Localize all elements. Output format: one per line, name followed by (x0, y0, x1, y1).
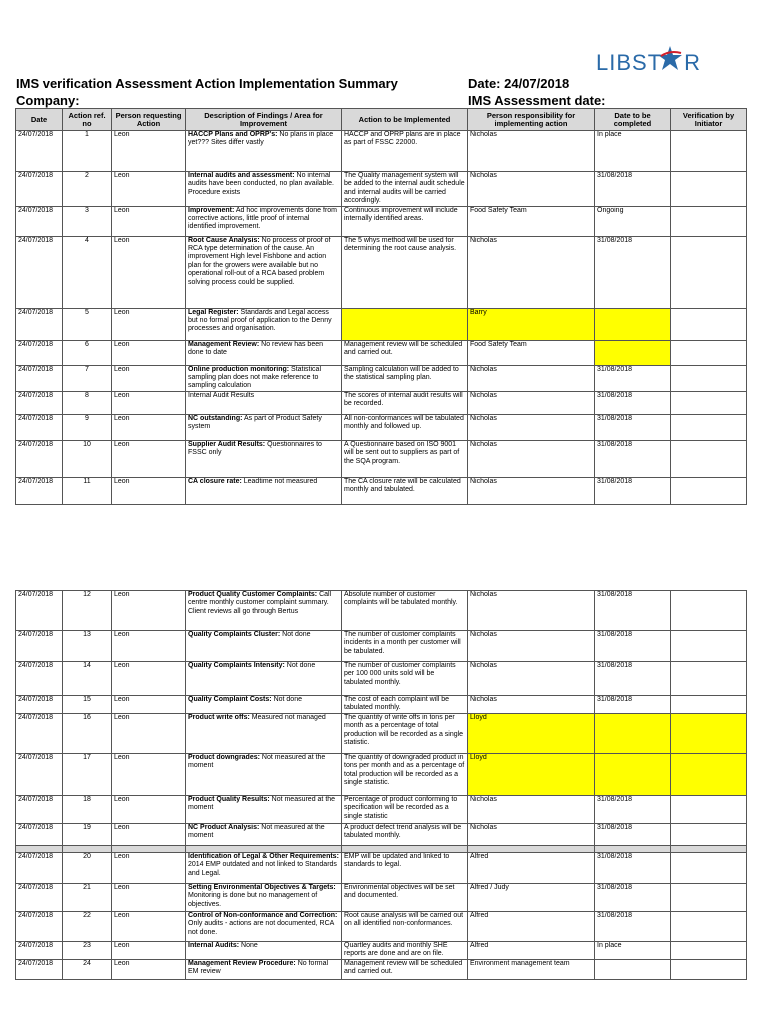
verification-cell (671, 795, 747, 823)
date-cell: 24/07/2018 (16, 591, 63, 631)
verification-cell (671, 631, 747, 662)
table-row (16, 795, 747, 823)
finding-text: Questionnaires to FSSC only (188, 440, 322, 457)
column-header-due-date: Date to be completed (595, 109, 671, 131)
finding-title: Quality Complaints Intensity: (188, 662, 285, 669)
finding-text: Standards and Legal access but no formal proof of application to the Denny processes and organisation. (188, 308, 332, 333)
responsible-cell: Nicholas (468, 696, 595, 714)
description-cell (186, 959, 342, 979)
verification-cell (671, 391, 747, 414)
ref-cell: 2 (63, 172, 112, 207)
table-row (16, 236, 747, 308)
responsible-cell: Nicholas (468, 440, 595, 477)
description-cell (186, 662, 342, 696)
requester-cell: Leon (112, 340, 186, 365)
description-cell (186, 631, 342, 662)
description-cell (186, 340, 342, 365)
ref-cell: 14 (63, 662, 112, 696)
date-cell: 24/07/2018 (16, 696, 63, 714)
action-cell: All non-conformances will be tabulated monthly and followed up. (342, 414, 468, 440)
requester-cell: Leon (112, 206, 186, 236)
verification-cell (671, 823, 747, 845)
description-cell (186, 365, 342, 391)
verification-cell (671, 172, 747, 207)
due-date-cell: 31/08/2018 (595, 696, 671, 714)
description-cell (186, 911, 342, 941)
requester-cell: Leon (112, 440, 186, 477)
finding-text: Call centre monthly customer complaint summary. Client reviews all go through Bertus (188, 591, 332, 615)
ref-cell: 12 (63, 591, 112, 631)
description-cell (186, 696, 342, 714)
requester-cell: Leon (112, 308, 186, 340)
date-cell: 24/07/2018 (16, 308, 63, 340)
ref-cell: 3 (63, 206, 112, 236)
finding-title: Product Quality Results: (188, 795, 270, 803)
column-header-description: Description of Findings / Area for Improvement (186, 109, 342, 131)
due-date-cell: 31/08/2018 (595, 477, 671, 504)
finding-text: As part of Product Safety system (188, 414, 322, 431)
verification-cell (671, 852, 747, 883)
requester-cell: Leon (112, 959, 186, 979)
action-cell: The number of customer complaints incidents in a month per customer will be tabulated. (342, 631, 468, 662)
description-cell (186, 440, 342, 477)
finding-title: CA closure rate: (188, 477, 242, 485)
date-cell: 24/07/2018 (16, 941, 63, 959)
table-row (16, 883, 747, 911)
responsible-cell: Alfred (468, 852, 595, 883)
finding-title: Internal audits and assessment: (188, 172, 295, 179)
finding-title: HACCP Plans and OPRP's: (188, 131, 278, 138)
action-cell: EMP will be updated and linked to standards to legal. (342, 852, 468, 883)
date-cell: 24/07/2018 (16, 206, 63, 236)
company-label: Company: (16, 93, 80, 108)
action-cell (342, 308, 468, 340)
table-row (16, 852, 747, 883)
verification-cell (671, 696, 747, 714)
ref-cell: 19 (63, 823, 112, 845)
due-date-cell: 31/08/2018 (595, 440, 671, 477)
column-header-verification: Verification by Initiator (671, 109, 747, 131)
date-cell: 24/07/2018 (16, 959, 63, 979)
table-row (16, 206, 747, 236)
table-row (16, 477, 747, 504)
verification-cell (671, 440, 747, 477)
requester-cell: Leon (112, 753, 186, 795)
finding-text: Not measured at the moment (188, 753, 326, 770)
finding-text: Only audits - actions are not documented, RCA not done. (188, 920, 334, 936)
ref-cell: 20 (63, 852, 112, 883)
due-date-cell (595, 753, 671, 795)
ref-cell: 10 (63, 440, 112, 477)
finding-title: Setting Environmental Objectives & Targets: (188, 883, 336, 891)
finding-title: Legal Register: (188, 308, 239, 316)
due-date-cell (595, 959, 671, 979)
action-cell: The scores of internal audit results will be recorded. (342, 391, 468, 414)
description-cell (186, 883, 342, 911)
verification-cell (671, 941, 747, 959)
table-row (16, 941, 747, 959)
requester-cell: Leon (112, 365, 186, 391)
requester-cell: Leon (112, 631, 186, 662)
ref-cell: 11 (63, 477, 112, 504)
action-cell: Continuous improvement will include internally identified areas. (342, 206, 468, 236)
finding-text: Internal Audit Results (188, 391, 255, 399)
finding-text: No review has been done to date (188, 340, 324, 357)
requester-cell: Leon (112, 941, 186, 959)
finding-text: Not done (284, 662, 316, 669)
separator-cell (342, 845, 468, 852)
due-date-cell: 31/08/2018 (595, 391, 671, 414)
action-cell: Environmental objectives will be set and documented. (342, 883, 468, 911)
responsible-cell: Nicholas (468, 591, 595, 631)
description-cell (186, 308, 342, 340)
finding-text: Not done (271, 696, 302, 703)
verification-cell (671, 591, 747, 631)
date-cell: 24/07/2018 (16, 236, 63, 308)
due-date-cell: 31/08/2018 (595, 631, 671, 662)
action-cell: The CA closure rate will be calculated monthly and tabulated. (342, 477, 468, 504)
ref-cell: 23 (63, 941, 112, 959)
responsible-cell: Nicholas (468, 795, 595, 823)
finding-title: Quality Complaint Costs: (188, 696, 272, 703)
due-date-cell: In place (595, 941, 671, 959)
table-row (16, 440, 747, 477)
finding-text: Monitoring is done but no management of objectives. (188, 892, 318, 908)
action-cell: A product defect trend analysis will be tabulated monthly. (342, 823, 468, 845)
responsible-cell: Food Safety Team (468, 340, 595, 365)
finding-text: Not measured at the moment (188, 823, 325, 840)
table-row (16, 696, 747, 714)
date-cell: 24/07/2018 (16, 795, 63, 823)
finding-title: Management Review Procedure: (188, 959, 296, 967)
date-cell: 24/07/2018 (16, 713, 63, 753)
requester-cell: Leon (112, 795, 186, 823)
separator-cell (595, 845, 671, 852)
responsible-cell: Nicholas (468, 391, 595, 414)
due-date-cell: 31/08/2018 (595, 172, 671, 207)
ref-cell: 8 (63, 391, 112, 414)
due-date-cell: 31/08/2018 (595, 236, 671, 308)
responsible-cell: Nicholas (468, 823, 595, 845)
table-row (16, 308, 747, 340)
table-row (16, 823, 747, 845)
responsible-cell: Nicholas (468, 365, 595, 391)
ref-cell: 15 (63, 696, 112, 714)
due-date-cell (595, 340, 671, 365)
action-cell: Management review will be scheduled and carried out. (342, 340, 468, 365)
description-cell (186, 236, 342, 308)
date-cell: 24/07/2018 (16, 631, 63, 662)
due-date-cell: 31/08/2018 (595, 795, 671, 823)
verification-cell (671, 959, 747, 979)
finding-text: No plans in place yet??? Sites differ vastly (188, 131, 334, 147)
ref-cell: 5 (63, 308, 112, 340)
finding-title: Management Review: (188, 340, 260, 348)
ref-cell: 22 (63, 911, 112, 941)
table-row (16, 911, 747, 941)
action-cell: The number of customer complaints per 100 000 units sold will be tabulated monthly. (342, 662, 468, 696)
table-row (16, 662, 747, 696)
date-cell: 24/07/2018 (16, 477, 63, 504)
section-separator-row (16, 845, 747, 852)
finding-title: NC Product Analysis: (188, 823, 260, 831)
date-cell: 24/07/2018 (16, 131, 63, 172)
description-cell (186, 206, 342, 236)
finding-title: Product Quality Customer Complaints: (188, 591, 318, 598)
description-cell (186, 823, 342, 845)
table-header-row (16, 109, 747, 131)
document-title: IMS verification Assessment Action Implementation Summary (16, 76, 398, 91)
description-cell (186, 477, 342, 504)
finding-text: 2014 EMP outdated and not linked to Standards and Legal. (188, 861, 337, 877)
action-cell: The 5 whys method will be used for determining the root cause analysis. (342, 236, 468, 308)
date-cell: 24/07/2018 (16, 414, 63, 440)
star-logo-icon (658, 44, 682, 72)
finding-text: No internal audits have been conducted, no plan available. Procedure exists (188, 172, 334, 196)
responsible-cell: Alfred / Judy (468, 883, 595, 911)
due-date-cell: 31/08/2018 (595, 662, 671, 696)
verification-cell (671, 662, 747, 696)
ref-cell: 13 (63, 631, 112, 662)
verification-cell (671, 911, 747, 941)
requester-cell: Leon (112, 131, 186, 172)
action-cell: Management review will be scheduled and carried out. (342, 959, 468, 979)
separator-cell (63, 845, 112, 852)
description-cell (186, 391, 342, 414)
responsible-cell: Environment management team (468, 959, 595, 979)
verification-cell (671, 206, 747, 236)
action-cell: The Quality management system will be added to the internal audit schedule and internal audits will be carried accordingly. (342, 172, 468, 207)
finding-text: Not done (280, 631, 311, 638)
description-cell (186, 941, 342, 959)
description-cell (186, 852, 342, 883)
requester-cell: Leon (112, 391, 186, 414)
table-row (16, 172, 747, 207)
document-date: Date: 24/07/2018 (468, 76, 570, 91)
description-cell (186, 753, 342, 795)
date-cell: 24/07/2018 (16, 365, 63, 391)
finding-text: None (239, 941, 258, 949)
table-row (16, 591, 747, 631)
verification-cell (671, 477, 747, 504)
table-row (16, 391, 747, 414)
verification-cell (671, 236, 747, 308)
requester-cell: Leon (112, 591, 186, 631)
ref-cell: 18 (63, 795, 112, 823)
description-cell (186, 713, 342, 753)
ref-cell: 6 (63, 340, 112, 365)
separator-cell (671, 845, 747, 852)
verification-cell (671, 365, 747, 391)
finding-title: Root Cause Analysis: (188, 236, 260, 244)
requester-cell: Leon (112, 823, 186, 845)
separator-cell (468, 845, 595, 852)
responsible-cell: Lloyd (468, 753, 595, 795)
due-date-cell: 31/08/2018 (595, 591, 671, 631)
separator-cell (112, 845, 186, 852)
verification-cell (671, 753, 747, 795)
due-date-cell: 31/08/2018 (595, 414, 671, 440)
libstar-logo (596, 50, 706, 76)
date-cell: 24/07/2018 (16, 823, 63, 845)
responsible-cell: Alfred (468, 911, 595, 941)
responsible-cell: Barry (468, 308, 595, 340)
column-header-requester: Person requesting Action (112, 109, 186, 131)
finding-text: Ad hoc improvements done from corrective actions, little proof of internal identified improvement. (188, 206, 338, 231)
date-cell: 24/07/2018 (16, 753, 63, 795)
date-cell: 24/07/2018 (16, 852, 63, 883)
column-header-date: Date (16, 109, 63, 131)
due-date-cell: 31/08/2018 (595, 365, 671, 391)
action-cell: Root cause analysis will be carried out on all identified non-conformances. (342, 911, 468, 941)
date-cell: 24/07/2018 (16, 662, 63, 696)
responsible-cell: Nicholas (468, 414, 595, 440)
table-row (16, 959, 747, 979)
finding-title: Quality Complaints Cluster: (188, 631, 281, 638)
action-cell: A Questionnaire based on ISO 9001 will be sent out to suppliers as part of the SQA program. (342, 440, 468, 477)
table-row (16, 631, 747, 662)
table-row (16, 753, 747, 795)
finding-text: Statistical sampling plan does not make reference to sampling calculation (188, 365, 322, 390)
requester-cell: Leon (112, 852, 186, 883)
requester-cell: Leon (112, 172, 186, 207)
ref-cell: 21 (63, 883, 112, 911)
action-cell: Absolute number of customer complaints will be tabulated monthly. (342, 591, 468, 631)
action-cell: Quartley audits and monthly SHE reports are done and are on file. (342, 941, 468, 959)
ref-cell: 9 (63, 414, 112, 440)
responsible-cell: Nicholas (468, 662, 595, 696)
description-cell (186, 795, 342, 823)
finding-text: No process of proof of RCA type determination of the cause. An improvement High level Fishbone and action plan for the growers were available but no operational roll-out of a RCA based problem solving process could be supplied. (188, 236, 331, 286)
ref-cell: 7 (63, 365, 112, 391)
action-cell: The cost of each complaint will be tabulated monthly. (342, 696, 468, 714)
requester-cell: Leon (112, 911, 186, 941)
table-row (16, 713, 747, 753)
column-header-responsible: Person responsibility for implementing action (468, 109, 595, 131)
verification-cell (671, 713, 747, 753)
date-cell: 24/07/2018 (16, 911, 63, 941)
verification-cell (671, 308, 747, 340)
action-cell: Sampling calculation will be added to the statistical sampling plan. (342, 365, 468, 391)
separator-cell (186, 845, 342, 852)
action-cell: The quantity of downgraded product in tons per month and as a percentage of total production will be recorded as a single statistic. (342, 753, 468, 795)
due-date-cell (595, 308, 671, 340)
responsible-cell: Nicholas (468, 236, 595, 308)
table-row (16, 414, 747, 440)
ref-cell: 24 (63, 959, 112, 979)
action-cell: Percentage of product conforming to specification will be recorded as a single statistic (342, 795, 468, 823)
finding-title: Control of Non-conformance and Correction: (188, 911, 338, 919)
action-cell: The quantity of write offs in tons per month as a percentage of total production will be recorded as a single statistic. (342, 713, 468, 753)
verification-cell (671, 340, 747, 365)
requester-cell: Leon (112, 414, 186, 440)
table-row (16, 340, 747, 365)
finding-title: Product write offs: (188, 713, 250, 721)
description-cell (186, 131, 342, 172)
ref-cell: 17 (63, 753, 112, 795)
table-row (16, 365, 747, 391)
date-cell: 24/07/2018 (16, 391, 63, 414)
description-cell (186, 414, 342, 440)
action-table-page-2 (15, 590, 747, 980)
due-date-cell: 31/08/2018 (595, 911, 671, 941)
finding-text: Measured not managed (249, 713, 326, 721)
responsible-cell: Food Safety Team (468, 206, 595, 236)
ref-cell: 1 (63, 131, 112, 172)
responsible-cell: Alfred (468, 941, 595, 959)
due-date-cell: Ongoing (595, 206, 671, 236)
ref-cell: 4 (63, 236, 112, 308)
due-date-cell: 31/08/2018 (595, 883, 671, 911)
table-row (16, 131, 747, 172)
finding-text: No formal EM review (188, 959, 329, 976)
responsible-cell: Lloyd (468, 713, 595, 753)
description-cell (186, 591, 342, 631)
responsible-cell: Nicholas (468, 172, 595, 207)
separator-cell (16, 845, 63, 852)
date-cell: 24/07/2018 (16, 340, 63, 365)
due-date-cell: In place (595, 131, 671, 172)
date-cell: 24/07/2018 (16, 172, 63, 207)
due-date-cell: 31/08/2018 (595, 823, 671, 845)
action-cell: HACCP and OPRP plans are in place as part of FSSC 22000. (342, 131, 468, 172)
finding-title: Online production monitoring: (188, 365, 290, 373)
finding-text: Leadtime not measured (241, 477, 318, 485)
responsible-cell: Nicholas (468, 631, 595, 662)
requester-cell: Leon (112, 696, 186, 714)
column-header-action: Action to be Implemented (342, 109, 468, 131)
date-cell: 24/07/2018 (16, 883, 63, 911)
date-cell: 24/07/2018 (16, 440, 63, 477)
finding-title: Identification of Legal & Other Requirements: (188, 852, 339, 860)
requester-cell: Leon (112, 883, 186, 911)
ims-assessment-date-label: IMS Assessment date: (468, 93, 606, 108)
verification-cell (671, 414, 747, 440)
verification-cell (671, 883, 747, 911)
finding-title: Improvement: (188, 206, 235, 214)
verification-cell (671, 131, 747, 172)
action-table-page-1 (15, 108, 747, 505)
finding-text: Not measured at the moment (188, 795, 336, 812)
due-date-cell: 31/08/2018 (595, 852, 671, 883)
column-header-ref: Action ref. no (63, 109, 112, 131)
description-cell (186, 172, 342, 207)
responsible-cell: Nicholas (468, 477, 595, 504)
logo-wordmark: LIBST R (596, 50, 702, 75)
finding-title: Product downgrades: (188, 753, 260, 761)
finding-title: Supplier Audit Results: (188, 440, 266, 448)
finding-title: Internal Audits: (188, 941, 240, 949)
due-date-cell (595, 713, 671, 753)
requester-cell: Leon (112, 713, 186, 753)
responsible-cell: Nicholas (468, 131, 595, 172)
requester-cell: Leon (112, 477, 186, 504)
ref-cell: 16 (63, 713, 112, 753)
finding-title: NC outstanding: (188, 414, 243, 422)
requester-cell: Leon (112, 236, 186, 308)
requester-cell: Leon (112, 662, 186, 696)
